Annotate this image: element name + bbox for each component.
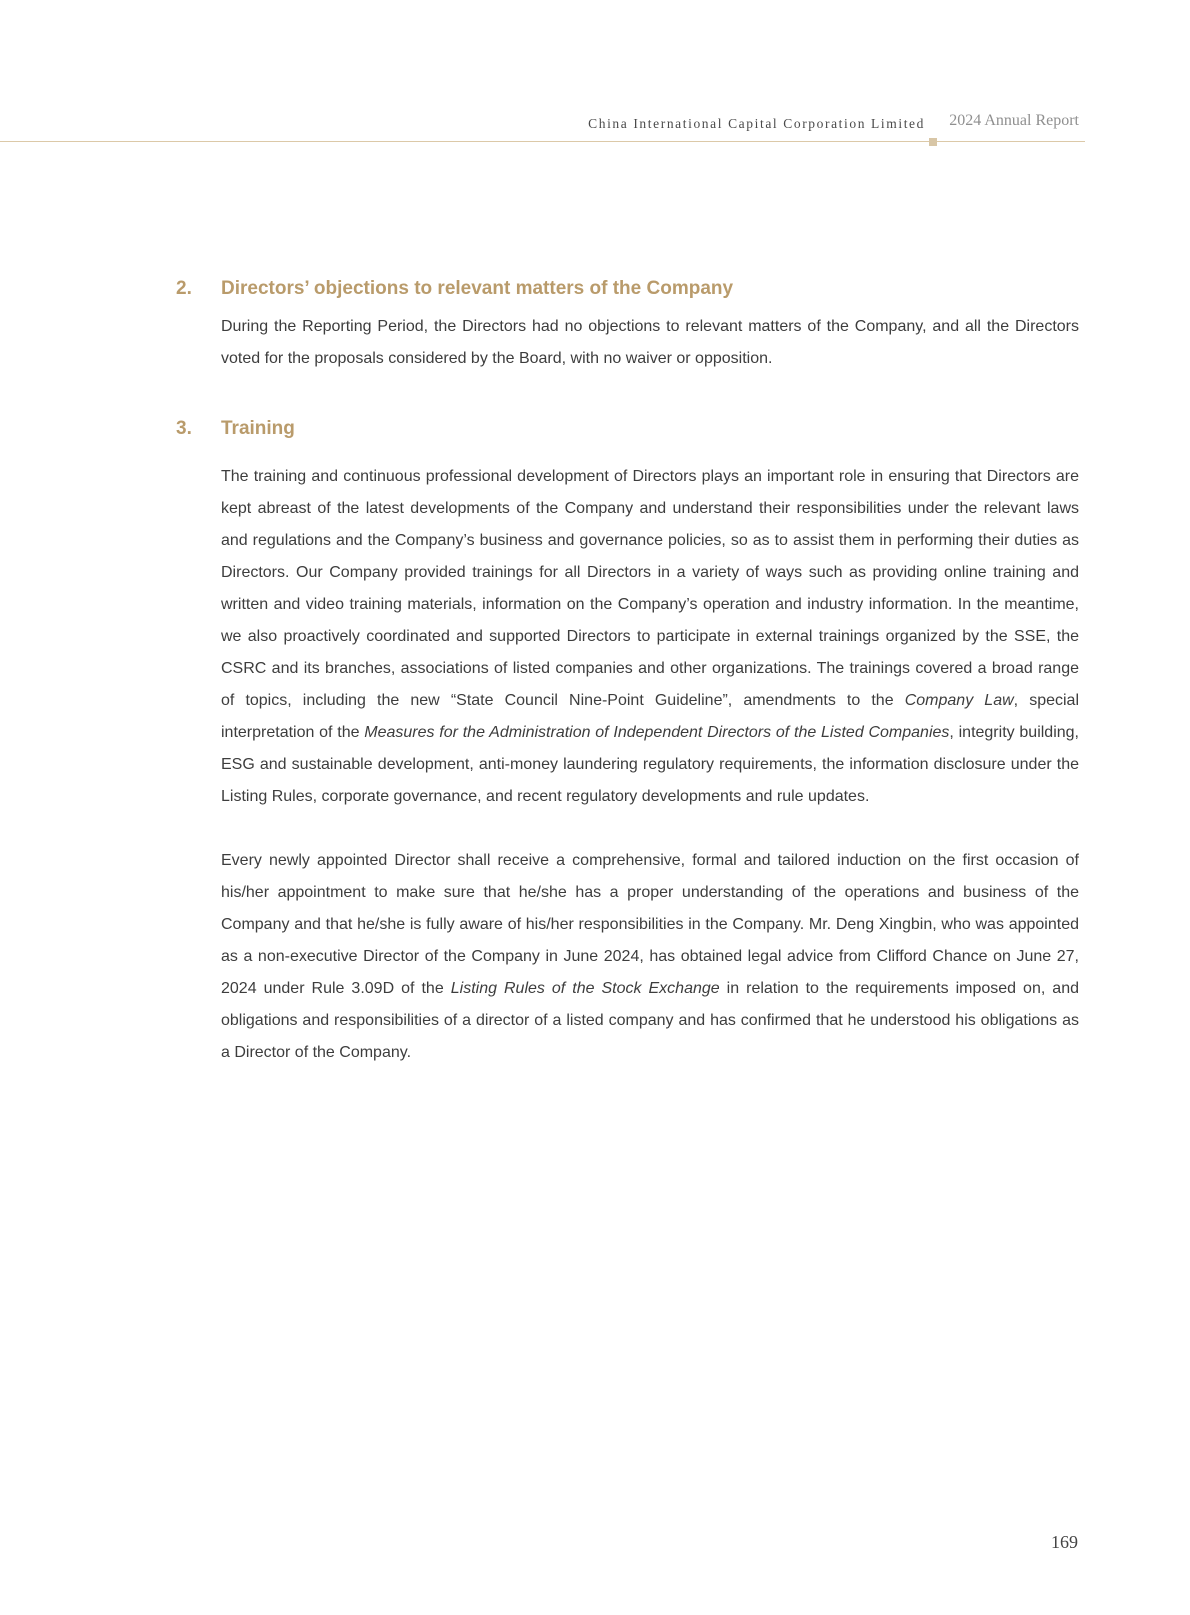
section-heading bbox=[176, 278, 1079, 304]
text-run: The training and continuous professional development of Directors plays an important role in ensuring that Directors are kept abreast of the latest developments of the Company and understand their responsibilities under the relevant laws and regulations and the Company’s business and governance policies, so as to assist them in performing their duties as Directors. Our Company provided trainings for all Directors in a variety of ways such as providing online training and written and video training materials, information on the Company’s operation and industry information. In the meantime, we also proactively coordinated and supported Directors to participate in external trainings organized by the SSE, the CSRC and its branches, associations of listed companies and other organizations. The trainings covered a broad range of topics, including the new “State Council Nine-Point Guideline”, amendments to the bbox=[221, 468, 1079, 709]
text-run: , special interpretation of the bbox=[221, 692, 1080, 741]
section-number: 2. bbox=[176, 278, 192, 299]
text-run: Every newly appointed Director shall receive a comprehensive, formal and tailored induction on the first occasion of his/her appointment to make sure that he/she has a proper understanding of the operations and business of the Company and that he/she is fully aware of his/her responsibilities in the Company. Mr. Deng Xingbin, who was appointed as a non-executive Director of the Company in June 2024, has obtained legal advice from Clifford Chance on June 27, 2024 under Rule 3.09D of the bbox=[221, 852, 1079, 997]
text-run: in relation to the requirements imposed on, and obligations and responsibilities of a director of a listed company and has confirmed that he understood his obligations as a Director of the Company. bbox=[221, 980, 1079, 1061]
header-square-marker bbox=[929, 138, 937, 146]
section-directors-objections bbox=[176, 278, 1079, 375]
page-number: 169 bbox=[1051, 1532, 1078, 1552]
body-paragraph bbox=[221, 461, 1079, 813]
text-run-italic: Listing Rules of the Stock Exchange bbox=[450, 980, 720, 997]
text-run: During the Reporting Period, the Directors had no objections to relevant matters of the Company, and all the Directors voted for the proposals considered by the Board, with no waiver or opposition. bbox=[221, 318, 1079, 367]
section-heading bbox=[176, 418, 1079, 444]
section-title: Directors’ objections to relevant matters of the Company bbox=[221, 278, 734, 299]
section-number: 3. bbox=[176, 418, 192, 439]
header-divider bbox=[0, 141, 1085, 142]
header-report-title: 2024 Annual Report bbox=[949, 112, 1079, 129]
section-training bbox=[176, 418, 1079, 1069]
body-paragraph bbox=[221, 845, 1079, 1069]
section-title: Training bbox=[221, 418, 295, 439]
body-paragraph bbox=[221, 311, 1079, 375]
page-header bbox=[0, 108, 1085, 142]
text-run-italic: Measures for the Administration of Independent Directors of the Listed Companies bbox=[364, 724, 950, 741]
text-run-italic: Company Law bbox=[904, 692, 1014, 709]
text-run: , integrity building, ESG and sustainable development, anti-money laundering regulatory requirements, the information disclosure under the Listing Rules, corporate governance, and recent regulatory developments and rule updates. bbox=[221, 724, 1080, 805]
header-company-name: China International Capital Corporation Limited bbox=[588, 116, 925, 131]
